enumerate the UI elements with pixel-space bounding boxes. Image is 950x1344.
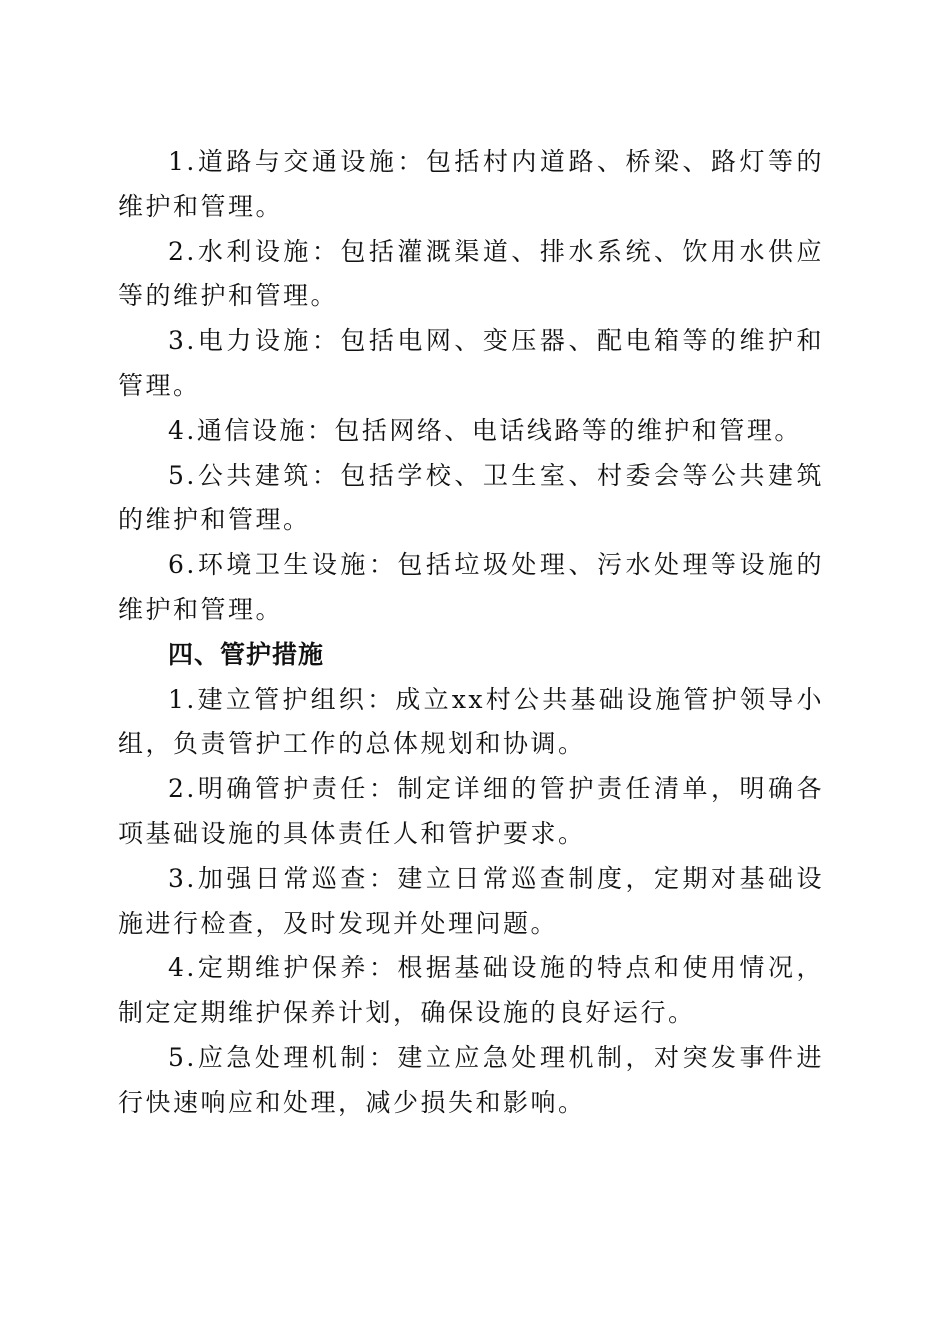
paragraph-power-facilities: 3.电力设施：包括电网、变压器、配电箱等的维护和管理。 — [118, 326, 824, 400]
paragraph-measure-inspection: 3.加强日常巡查：建立日常巡查制度，定期对基础设施进行检查，及时发现并处理问题。 — [118, 863, 824, 938]
document-body — [118, 140, 824, 1126]
paragraph-water-facilities: 2.水利设施：包括灌溉渠道、排水系统、饮用水供应等的维护和管理。 — [118, 236, 824, 311]
paragraph-communication-facilities: 4.通信设施：包括网络、电话线路等的维护和管理。 — [168, 415, 802, 445]
paragraph-measure-organization: 1.建立管护组织：成立xx村公共基础设施管护领导小组，负责管护工作的总体规划和协调。 — [118, 684, 824, 759]
paragraph-measure-responsibility: 2.明确管护责任：制定详细的管护责任清单，明确各项基础设施的具体责任人和管护要求。 — [118, 774, 824, 848]
paragraph-measure-emergency: 5.应急处理机制：建立应急处理机制，对突发事件进行快速响应和处理，减少损失和影响。 — [118, 1042, 824, 1117]
paragraph-sanitation-facilities: 6.环境卫生设施：包括垃圾处理、污水处理等设施的维护和管理。 — [118, 550, 824, 624]
section-heading-measures: 四、管护措施 — [168, 639, 325, 669]
paragraph-road-facilities: 1.道路与交通设施：包括村内道路、桥梁、路灯等的维护和管理。 — [118, 147, 824, 221]
paragraph-public-buildings: 5.公共建筑：包括学校、卫生室、村委会等公共建筑的维护和管理。 — [118, 460, 824, 535]
paragraph-measure-maintenance: 4.定期维护保养：根据基础设施的特点和使用情况，制定定期维护保养计划，确保设施的良好运行。 — [118, 953, 824, 1028]
